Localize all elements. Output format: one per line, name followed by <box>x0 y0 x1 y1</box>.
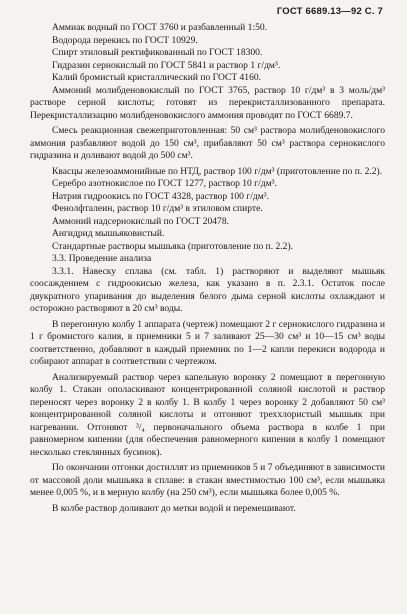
reagent-silver-nitrate: Серебро азотнокислое по ГОСТ 1277, раствор 10 г/дм³. <box>52 178 277 189</box>
reagent-standard-solutions: Стандартные растворы мышьяка (приготовление по п. 2.2). <box>52 240 294 252</box>
procedure-distillation-setup: В перегонную колбу 1 аппарата (чертеж) помещают 2 г сернокислого гидразина и 1 г бромистого калия, в приемники 5 и 7 заливают 25—30 см³ и 10—15 см³ воды соответственно, добавляют в каждый приемник по 1—2 капли перекиси водорода и собирают аппарат в соответствии с чертежом. <box>30 318 385 367</box>
reagent-phenolphthalein: Фенолфталеин, раствор 10 г/дм³ в этиловом спирте. <box>52 203 263 214</box>
reagent-ethanol: Спирт этиловый ректификованный по ГОСТ 18300. <box>52 47 263 58</box>
procedure-combine-distillates: По окончании отгонки достиллят из приемников 5 и 7 объединяют в зависимости от массовой доли мышьяка в сплаве: в стакан вместимостью 100 см³, если мышьяка менее 0,005 %, и в мерную колбу (на 250 см³), если мышьяка более 0,005 %. <box>30 462 385 498</box>
reagent-arsenic-anhydride: Ангидрид мышьяковистый. <box>52 228 165 239</box>
reagent-reaction-mixture: Смесь реакционная свежеприготовленная: 50 см³ раствора молибденовокислого аммония разбавляют водой до 150 см³, прибавляют 50 см³ раствора сернокислого гидразина и доливают водой до 500 см³. <box>30 125 385 161</box>
procedure-distillation: Анализируемый раствор через капельную воронку 2 помещают в перегонную колбу 1. Стакан ополаскивают концентрированной соляной кислотой и раствор переносят через воронку 2 в колбу 1. В колбу 1 через воронку 2 добавляют 50 см³ концентрированной соляной кислоты и отгоняют треххлористый мышьяк при нагревании. Отгоняют ³/₄ первоначального объема раствора в колбе 1 при равномерном кипении (для обеспечения равномерного кипения в колбу 1 помещают несколько стеклянных бусинок). <box>30 371 385 458</box>
page-header: ГОСТ 6689.13—92 С. 7 <box>276 6 383 17</box>
reagent-potassium-bromide: Калий бромистый кристаллический по ГОСТ 4160. <box>52 72 262 83</box>
reagent-hydrazine-sulfate: Гидразин сернокислый по ГОСТ 5841 и раствор 1 г/дм³. <box>52 59 281 71</box>
procedure-3-3-1: 3.3.1. Навеску сплава (см. табл. 1) растворяют и выделяют мышьяк соосаждением с гидроокисью железа, как указано в п. 2.3.1. Остаток после двукратного упаривания до выделения белого дыма серной кислоты охлаждают и осторожно растворяют в 20 см³ воды. <box>30 265 385 314</box>
reagent-ammonia: Аммиак водный по ГОСТ 3760 и разбавленный 1:50. <box>52 22 268 33</box>
procedure-dilute: В колбе раствор доливают до метки водой и перемешивают. <box>52 502 296 514</box>
section-heading: 3.3. Проведение анализа <box>52 253 152 264</box>
document-body <box>30 22 385 515</box>
reagent-ammonium-molybdate: Аммоний молибденовокислый по ГОСТ 3765, раствор 10 г/дм³ в 3 моль/дм³ растворе серной кислоты; готовят из перекристаллизованного препарата. Перекристаллизацию молибденовокислого аммония проводят по ГОСТ 6689.7. <box>30 84 385 121</box>
reagent-alum: Квасцы железоаммонийные по НТД, раствор 100 г/дм³ (приготовление по п. 2.2). <box>52 165 383 177</box>
reagent-ammonium-persulfate: Аммоний надсернокислый по ГОСТ 20478. <box>52 215 229 227</box>
reagent-hydrogen-peroxide: Водорода перекись по ГОСТ 10929. <box>52 34 198 46</box>
reagent-sodium-hydroxide: Натрия гидроокись по ГОСТ 4328, раствор 100 г/дм³. <box>52 190 269 202</box>
